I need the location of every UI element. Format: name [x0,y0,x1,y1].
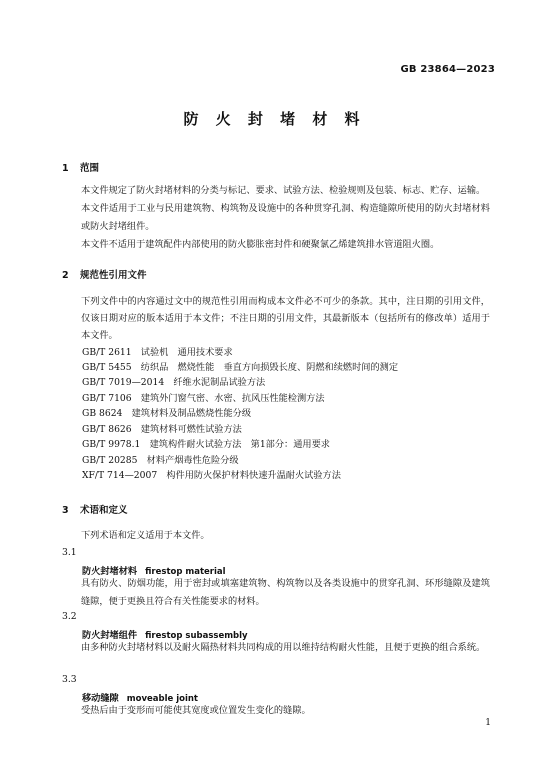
reference-item: GB/T 9978.1 建筑构件耐火试验方法 第1部分：通用要求 [82,439,330,450]
reference-item: GB/T 5455 纺织品 燃烧性能 垂直方向损毁长度、阴燃和续燃时间的测定 [82,362,399,373]
term-number: 3.2 [62,611,77,622]
section-title: 范围 [80,163,100,174]
term-number: 3.1 [62,547,77,558]
term-definition-text: 受热后由于变形而可能使其宽度或位置发生变化的缝隙。 [81,705,311,716]
term-definition-text: 具有防火、防烟功能，用于密封或填塞建筑物、构筑物以及各类设施中的贯穿孔洞、环形缝隙及建筑缝隙，便于更换且符合有关性能要求的材料。 [81,578,490,607]
term-name-zh: 防火封堵组件 [82,630,138,641]
reference-item: GB/T 7106 建筑外门窗气密、水密、抗风压性能检测方法 [82,393,325,404]
scope-paragraph-1 [62,182,490,200]
reference-item: XF/T 714—2007 构件用防火保护材料快速升温耐火试验方法 [82,470,341,481]
page-number: 1 [485,718,491,728]
scope-paragraph-2 [62,200,490,236]
term-name-en: firestop subassembly [145,631,248,641]
terms-intro-text: 下列术语和定义适用于本文件。 [81,530,210,541]
reference-item: GB/T 20285 材料产烟毒性危险分级 [82,455,239,466]
reference-item: GB 8624 建筑材料及制品燃烧性能分级 [82,408,252,419]
reference-item: GB/T 7019—2014 纤维水泥制品试验方法 [82,377,266,388]
normative-intro [62,293,490,344]
section-3-heading [62,502,128,516]
scope-text-2: 本文件适用于工业与民用建筑物、构筑物及设施中的各种贯穿孔洞、构造缝隙所使用的防火封堵材料或防火封堵组件。 [81,203,490,232]
term-name-en: firestop material [145,567,226,577]
section-title: 术语和定义 [80,505,128,516]
scope-paragraph-3 [62,236,490,254]
scope-text-3: 本文件不适用于建筑配件内部使用的防火膨胀密封件和硬聚氯乙烯建筑排水管道阻火圈。 [81,239,440,250]
section-number: 2 [62,270,69,281]
term-number: 3.3 [62,674,77,685]
section-number: 1 [62,163,69,174]
term-definition [62,702,490,720]
terms-intro [62,527,490,545]
scope-text-1: 本文件规定了防火封堵材料的分类与标记、要求、试验方法、检验规则及包装、标志、贮存、运输。 [81,185,486,196]
term-name-en: moveable joint [126,694,198,704]
section-title: 规范性引用文件 [80,270,147,281]
term-name-zh: 防火封堵材料 [82,566,138,577]
document-title: 防 火 封 堵 材 料 [183,110,366,128]
term-definition-text: 由多种防火封堵材料以及耐火隔热材料共同构成的用以维持结构耐火性能，且便于更换的组合系统。 [81,642,486,653]
section-1-heading [62,160,99,174]
standard-number: GB 23864—2023 [400,64,495,75]
normative-intro-text: 下列文件中的内容通过文中的规范性引用而构成本文件必不可少的条款。其中，注日期的引用文件，仅该日期对应的版本适用于本文件；不注日期的引用文件，其最新版本（包括所有的修改单）适用于本文件。 [81,296,490,341]
section-number: 3 [62,505,69,516]
term-name-zh: 移动缝隙 [82,693,119,704]
reference-item: GB/T 2611 试验机 通用技术要求 [82,347,233,358]
term-definition [62,575,490,611]
section-2-heading [62,267,147,281]
reference-item: GB/T 8626 建筑材料可燃性试验方法 [82,424,242,435]
term-definition [62,639,490,657]
